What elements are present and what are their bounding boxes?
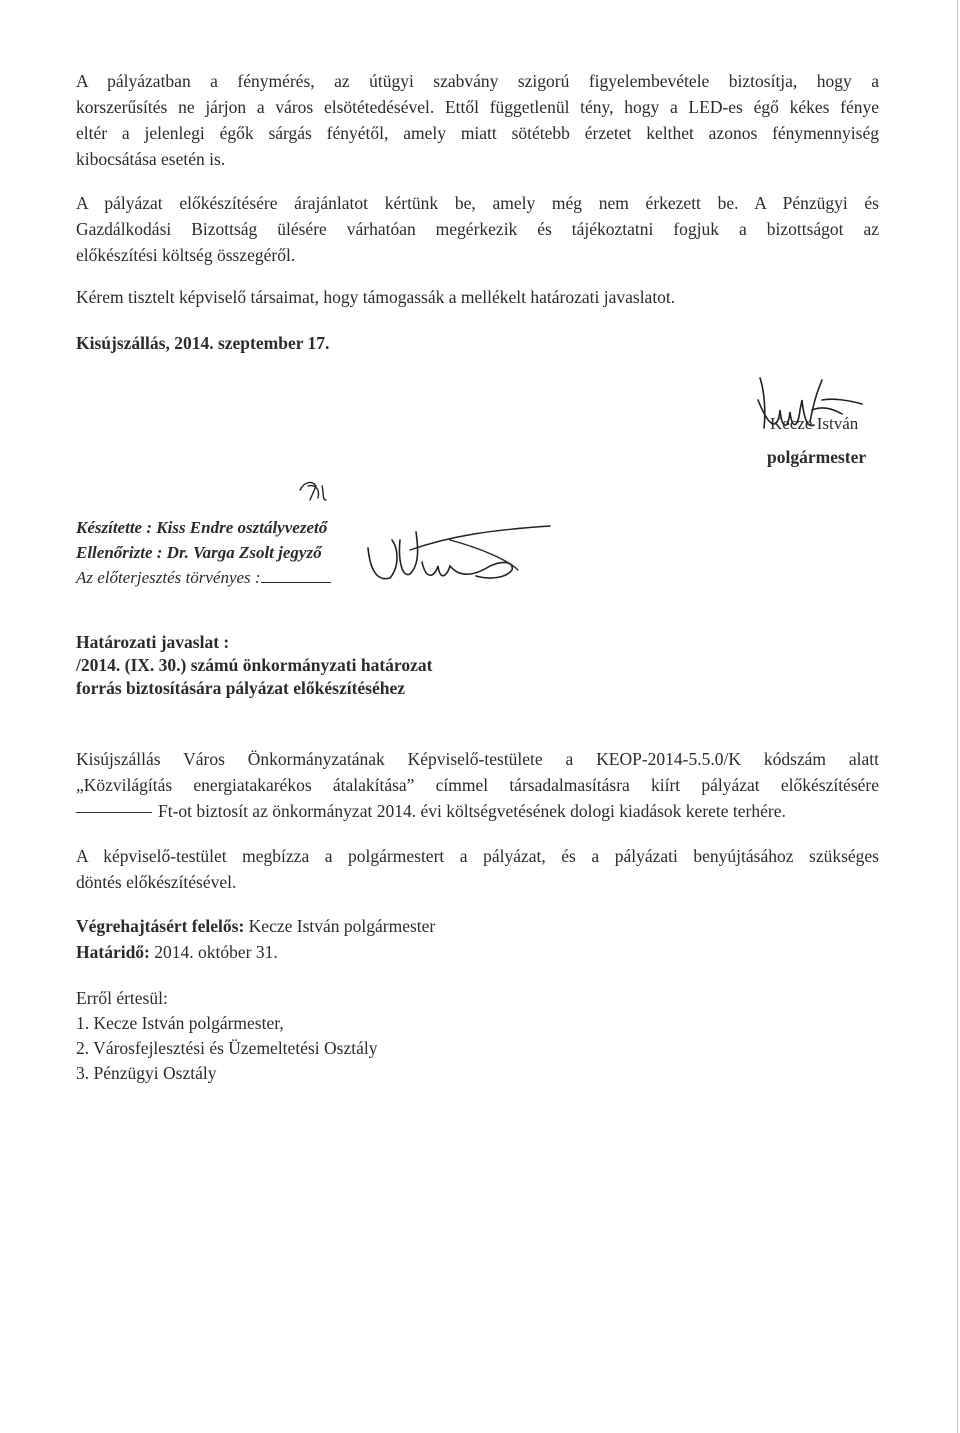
paragraph-line: előkészítési költség összegéről. bbox=[76, 245, 296, 265]
resolution-heading: Határozati javaslat : bbox=[76, 632, 230, 652]
paragraph-line: Gazdálkodási Bizottság ülésére várhatóan megérkezik és tájékoztatni fogjuk a bizottságot az bbox=[76, 219, 879, 239]
paragraph-line: eltér a jelenlegi égők sárgás fényétől, amely miatt sötétebb érzetet kelthet azonos fénymennyiség bbox=[76, 123, 879, 143]
legal-check-label: Az előterjesztés törvényes : bbox=[76, 568, 261, 587]
deadline-value: 2014. október 31. bbox=[154, 942, 278, 962]
date-line bbox=[76, 330, 879, 356]
resolution-body-line bbox=[76, 798, 879, 824]
paragraph-line: Kérem tisztelt képviselő társaimat, hogy támogassák a mellékelt határozati javaslatot. bbox=[76, 287, 676, 307]
resolution-number: /2014. (IX. 30.) számú önkormányzati határozat bbox=[76, 655, 433, 675]
responsible-line bbox=[76, 913, 879, 939]
mayor-name: Kecze István bbox=[770, 414, 859, 433]
mayor-title: polgármester bbox=[767, 447, 867, 467]
list-item: 3. Pénzügyi Osztály bbox=[76, 1063, 217, 1083]
notary-signature-image bbox=[250, 470, 560, 600]
deadline-line bbox=[76, 939, 879, 965]
paragraph-line: A pályázat előkészítésére árajánlatot kértünk be, amely még nem érkezett be. A Pénzügyi és bbox=[76, 193, 879, 213]
responsible-value: Kecze István polgármester bbox=[248, 916, 436, 936]
deadline-label: Határidő: bbox=[76, 942, 150, 962]
responsible-block bbox=[76, 913, 879, 965]
mandate-line: A képviselő-testület megbízza a polgármestert a pályázat, és a pályázati benyújtásához szükséges bbox=[76, 846, 879, 866]
responsible-label: Végrehajtásért felelős: bbox=[76, 916, 245, 936]
paragraph-price-quote bbox=[76, 190, 879, 268]
paragraph-line: A pályázatban a fénymérés, az útügyi szabvány szigorú figyelembevétele biztosítja, hogy a bbox=[76, 71, 879, 91]
mandate-paragraph bbox=[76, 843, 879, 895]
list-item: 2. Városfejlesztési és Üzemeltetési Osztály bbox=[76, 1038, 378, 1058]
prepared-by-line: Készítette : Kiss Endre osztályvezető bbox=[76, 518, 328, 537]
resolution-body-line: „Közvilágítás energiatakarékos átalakítása” címmel társadalmasításra kiírt pályázat előkészítésére bbox=[76, 775, 879, 795]
resolution-subject: forrás biztosítására pályázat előkészítéséhez bbox=[76, 678, 406, 698]
notification-heading: Erről értesül: bbox=[76, 988, 168, 1008]
amount-blank bbox=[76, 812, 152, 813]
paragraph-line: kibocsátása esetén is. bbox=[76, 149, 226, 169]
resolution-body bbox=[76, 746, 879, 824]
list-item: 1. Kecze István polgármester, bbox=[76, 1013, 284, 1033]
paragraph-request bbox=[76, 284, 879, 310]
mandate-line: döntés előkészítésével. bbox=[76, 872, 237, 892]
date-text: Kisújszállás, 2014. szeptember 17. bbox=[76, 333, 330, 353]
paragraph-line: korszerűsítés ne járjon a város elsötétedésével. Ettől függetlenül tény, hogy a LED-es égő kékes fénye bbox=[76, 97, 879, 117]
resolution-heading-block bbox=[76, 631, 432, 700]
checked-by-line: Ellenőrizte : Dr. Varga Zsolt jegyző bbox=[76, 543, 322, 562]
notification-list bbox=[76, 986, 377, 1086]
resolution-body-line: Kisújszállás Város Önkormányzatának Képviselő-testülete a KEOP-2014-5.5.0/K kódszám alatt bbox=[76, 749, 879, 769]
resolution-body-last: Ft-ot biztosít az önkormányzat 2014. évi költségvetésének dologi kiadások kerete terhére. bbox=[158, 801, 786, 821]
scan-edge-line bbox=[957, 0, 958, 1433]
paragraph-lighting-standard bbox=[76, 68, 879, 172]
